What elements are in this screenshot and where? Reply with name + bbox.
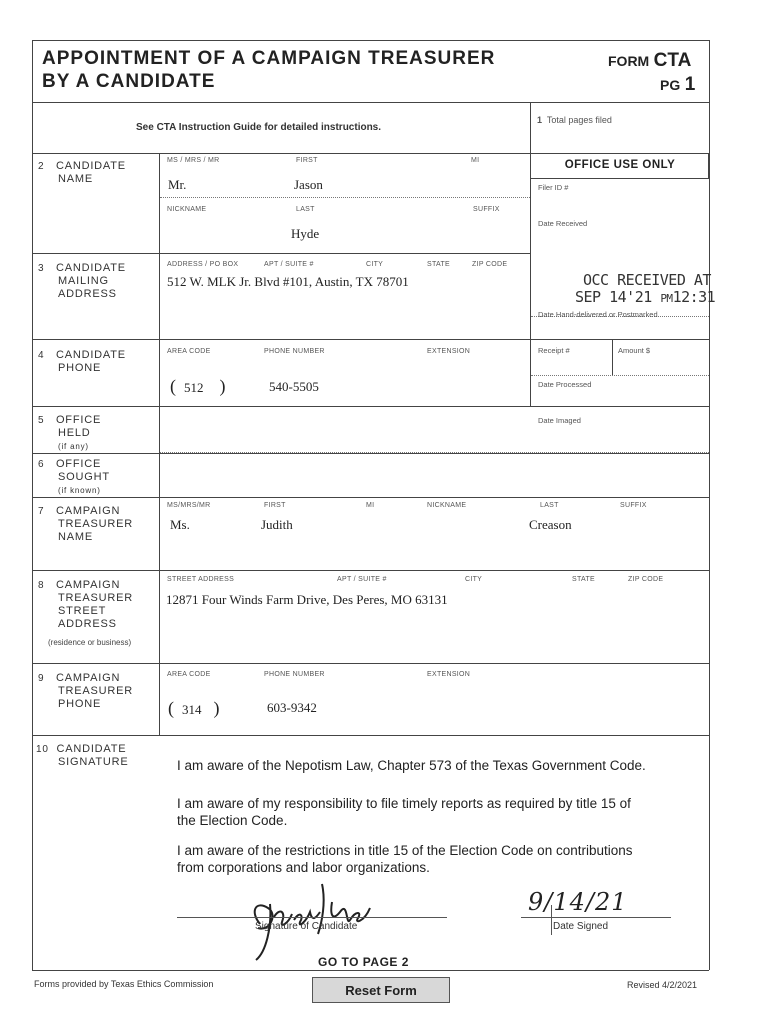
- label-text: ADDRESS: [58, 288, 117, 300]
- office-use-heading: OFFICE USE ONLY: [564, 159, 676, 171]
- zip-label: ZIP CODE: [472, 261, 508, 268]
- extension-label: EXTENSION: [427, 348, 471, 355]
- section-5-label: [38, 414, 101, 453]
- form-title-line2: BY A CANDIDATE: [42, 71, 216, 92]
- form-code: [608, 50, 691, 72]
- total-pages-label: Total pages filed: [546, 115, 612, 125]
- label-text: ADDRESS: [58, 618, 117, 630]
- label-text: NAME: [58, 173, 93, 185]
- section-num: 10: [36, 744, 49, 755]
- label-column-divider: [159, 153, 160, 497]
- date-signed-value: 9/14/21: [528, 888, 628, 916]
- treasurer-address-value[interactable]: 12871 Four Winds Farm Drive, Des Peres, MO 63131: [166, 592, 448, 607]
- state-label: STATE: [427, 261, 451, 268]
- stamp-pm: PM: [660, 292, 673, 305]
- date-signed-caption: Date Signed: [553, 921, 609, 932]
- row-line: [32, 453, 709, 454]
- restrictions-statement: [177, 842, 633, 876]
- statement-line: the Election Code.: [177, 813, 288, 828]
- treasurer-first-value[interactable]: Judith: [261, 517, 293, 532]
- label-text: SIGNATURE: [58, 756, 129, 768]
- paren-open: (: [168, 698, 174, 718]
- area-code-value: 512: [184, 380, 204, 395]
- treasurer-phone-label: PHONE NUMBER: [264, 671, 325, 678]
- treasurer-city-label: CITY: [465, 576, 483, 583]
- label-text: OFFICE: [55, 414, 102, 426]
- treasurer-suffix-label: SUFFIX: [620, 502, 647, 509]
- date-imaged-label: Date Imaged: [538, 416, 581, 425]
- label-text: TREASURER: [58, 592, 134, 604]
- received-stamp-line2: [575, 288, 715, 306]
- section-7-label: [38, 505, 133, 544]
- label-text: TREASURER: [58, 685, 134, 697]
- section-9-label: [38, 672, 133, 711]
- section-6-label: [38, 458, 110, 497]
- label-text: PHONE: [58, 698, 102, 710]
- form-code-value: CTA: [653, 50, 692, 71]
- label-text: PHONE: [58, 362, 102, 374]
- label-text: CANDIDATE: [55, 349, 126, 361]
- form-border-top: [32, 40, 709, 41]
- nickname-label: NICKNAME: [167, 206, 207, 213]
- street-label: STREET ADDRESS: [167, 576, 235, 583]
- revised-date: Revised 4/2/2021: [627, 980, 698, 990]
- label-text: CANDIDATE: [55, 160, 126, 172]
- header-divider: [32, 102, 709, 103]
- treasurer-first-label: FIRST: [264, 502, 286, 509]
- section-num: 7: [38, 506, 45, 517]
- instructions-text: See CTA Instruction Guide for detailed instructions.: [136, 122, 382, 133]
- label-text: STREET: [58, 605, 107, 617]
- phone-label: PHONE NUMBER: [264, 348, 325, 355]
- candidate-first-value[interactable]: Jason: [294, 177, 323, 192]
- row-line: [32, 735, 709, 736]
- treasurer-area-code[interactable]: [168, 698, 220, 719]
- label-text: OFFICE: [55, 458, 102, 470]
- page-indicator: [660, 74, 695, 96]
- treasurer-ms-value[interactable]: Ms.: [170, 517, 190, 532]
- row-line: [32, 970, 709, 971]
- receipt-label: Receipt #: [538, 346, 570, 355]
- section-10-label: [36, 743, 129, 769]
- form-border-right: [709, 40, 710, 970]
- candidate-phone-value[interactable]: 540-5505: [269, 379, 319, 394]
- page-prefix: PG: [660, 77, 681, 93]
- section-num: 6: [38, 459, 45, 470]
- address-label: ADDRESS / PO BOX: [167, 261, 239, 268]
- form-border-left: [32, 40, 33, 970]
- section-num: 3: [38, 263, 45, 274]
- signature-caption: Signature of Candidate: [255, 921, 358, 932]
- statement-line: from corporations and labor organizations.: [177, 860, 430, 875]
- stamp-date: SEP 14'21: [575, 288, 652, 306]
- dotted-line: [160, 197, 530, 198]
- total-pages-num: 1: [537, 115, 543, 125]
- row-line: [32, 497, 709, 498]
- last-label: LAST: [296, 206, 315, 213]
- section-3-label: [38, 262, 126, 301]
- candidate-ms-value[interactable]: Mr.: [168, 177, 187, 192]
- suffix-label: SUFFIX: [473, 206, 500, 213]
- receipt-divider: [612, 339, 613, 375]
- treasurer-nickname-label: NICKNAME: [427, 502, 467, 509]
- label-text: CANDIDATE: [56, 743, 127, 755]
- office-use-divider: [530, 102, 531, 406]
- form-prefix: FORM: [608, 53, 650, 69]
- date-signed-mark: [551, 905, 552, 935]
- first-label: FIRST: [296, 157, 318, 164]
- section-num: 9: [38, 673, 45, 684]
- go-to-page-2: GO TO PAGE 2: [318, 955, 409, 969]
- label-text: CAMPAIGN: [55, 672, 121, 684]
- reset-form-button[interactable]: Reset Form: [312, 977, 450, 1003]
- row-line: [32, 339, 709, 340]
- residence-note: (residence or business): [48, 638, 132, 647]
- total-pages: [537, 115, 612, 125]
- signature-line: [177, 917, 447, 918]
- treasurer-zip-label: ZIP CODE: [628, 576, 664, 583]
- treasurer-last-label: LAST: [540, 502, 559, 509]
- candidate-address-value[interactable]: 512 W. MLK Jr. Blvd #101, Austin, TX 78701: [167, 274, 409, 289]
- row-line: [32, 406, 709, 407]
- dotted-line: [160, 452, 709, 453]
- date-processed-label: Date Processed: [538, 380, 592, 389]
- section-num: 8: [38, 580, 45, 591]
- treasurer-ext-label: EXTENSION: [427, 671, 471, 678]
- city-label: CITY: [366, 261, 384, 268]
- filer-id-label: Filer ID #: [538, 183, 569, 192]
- label-text: CAMPAIGN: [55, 579, 121, 591]
- section-num: 2: [38, 161, 45, 172]
- mi-label: MI: [471, 157, 480, 164]
- label-note: (if any): [58, 442, 89, 451]
- dotted-line: [531, 375, 709, 376]
- page-number: 1: [684, 74, 696, 95]
- statement-line: I am aware of the restrictions in title 15 of the Election Code on contributions: [177, 843, 633, 858]
- treasurer-mi-label: MI: [366, 502, 375, 509]
- label-text: CANDIDATE: [55, 262, 126, 274]
- candidate-area-code[interactable]: [170, 376, 226, 397]
- treasurer-area-label: AREA CODE: [167, 671, 211, 678]
- row-line: [32, 253, 530, 254]
- ms-label: MS / MRS / MR: [167, 157, 220, 164]
- label-text: MAILING: [58, 275, 109, 287]
- date-hand-label: Date Hand-delivered or Postmarked: [538, 310, 658, 319]
- label-note: (if known): [58, 486, 101, 495]
- treasurer-last-value[interactable]: Creason: [529, 517, 572, 532]
- row-line: [32, 570, 709, 571]
- treasurer-apt-label: APT / SUITE #: [337, 576, 387, 583]
- amount-label: Amount $: [618, 346, 651, 355]
- stamp-time: 12:31: [672, 288, 716, 306]
- section-2-label: [38, 160, 126, 186]
- paren-close: ): [219, 376, 226, 396]
- label-text: HELD: [58, 427, 91, 439]
- label-text: SOUGHT: [58, 471, 110, 483]
- apt-label: APT / SUITE #: [264, 261, 314, 268]
- area-code-label: AREA CODE: [167, 348, 211, 355]
- section-4-label: [38, 349, 126, 375]
- nepotism-statement: I am aware of the Nepotism Law, Chapter 573 of the Texas Government Code.: [177, 758, 646, 773]
- treasurer-phone-value[interactable]: 603-9342: [267, 700, 317, 715]
- label-text: CAMPAIGN: [55, 505, 121, 517]
- row-line: [32, 663, 709, 664]
- section-num: 4: [38, 350, 45, 361]
- label-text: TREASURER: [58, 518, 134, 530]
- label-column-divider: [159, 497, 160, 735]
- date-received-label: Date Received: [538, 219, 588, 228]
- paren-close: ): [213, 698, 220, 718]
- row-line: [32, 153, 530, 154]
- candidate-last-value[interactable]: Hyde: [291, 226, 320, 241]
- reports-statement: [177, 795, 631, 829]
- provided-by: Forms provided by Texas Ethics Commission: [34, 979, 214, 989]
- date-signed-line: [521, 917, 671, 918]
- section-num: 5: [38, 415, 45, 426]
- treasurer-ms-label: MS/MRS/MR: [167, 502, 211, 509]
- statement-line: I am aware of my responsibility to file timely reports as required by title 15 of: [177, 796, 631, 811]
- area-code-value: 314: [182, 702, 202, 717]
- treasurer-state-label: STATE: [572, 576, 596, 583]
- label-text: NAME: [58, 531, 93, 543]
- section-8-label: [38, 579, 133, 631]
- form-title-line1: APPOINTMENT OF A CAMPAIGN TREASURER: [42, 48, 496, 69]
- paren-open: (: [170, 376, 176, 396]
- received-stamp-line1: OCC RECEIVED AT: [583, 271, 711, 289]
